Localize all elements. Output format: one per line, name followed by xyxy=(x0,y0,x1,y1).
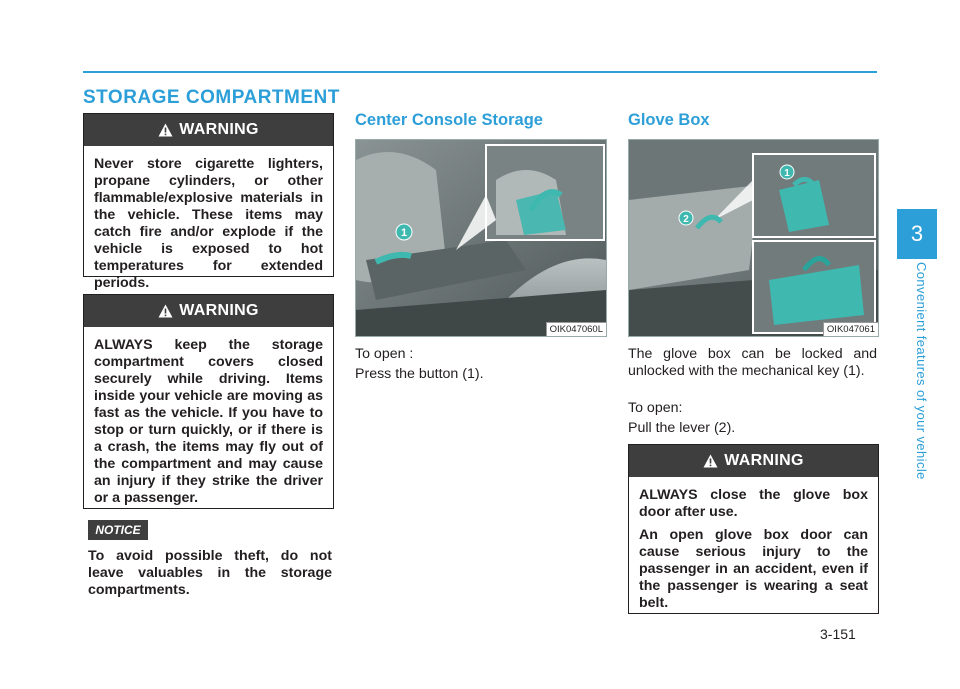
figure-center-console xyxy=(355,139,607,337)
heading-center-console: Center Console Storage xyxy=(355,111,543,129)
warning-header xyxy=(629,445,878,477)
chapter-title: Convenient features of your vehicle xyxy=(914,262,929,480)
figure-glove-box xyxy=(628,139,879,337)
center-console-illustration xyxy=(356,140,606,336)
warning-text-2: An open glove box door can cause serious injury to the passenger in an accident, even if the passenger is wearing a seat belt. xyxy=(639,527,868,611)
warning-header xyxy=(84,295,333,327)
section-title: STORAGE COMPARTMENT xyxy=(83,87,340,108)
warning-label: WARNING xyxy=(724,452,804,469)
warning-header xyxy=(84,114,333,146)
warning-triangle-icon xyxy=(158,123,173,137)
notice-badge: NOTICE xyxy=(88,520,148,540)
warning-box-glove-box xyxy=(628,444,879,614)
header-rule xyxy=(83,71,877,73)
heading-glove-box: Glove Box xyxy=(628,111,710,129)
page-number: 3-151 xyxy=(820,626,856,642)
glove-box-paragraph: The glove box can be locked and unlocked with the mechanical key (1). xyxy=(628,346,877,379)
warning-box-flammables xyxy=(83,113,334,291)
callout-1: 1 xyxy=(784,168,790,179)
notice-text: To avoid possible theft, do not leave valuables in the storage compartments. xyxy=(88,548,332,598)
warning-box-covers xyxy=(83,294,334,509)
chapter-number: 3 xyxy=(910,221,924,246)
warning-text: ALWAYS keep the storage compartment covers closed securely while driving. Items inside your vehicle are moving as fast as the vehicle. If you have to stop or turn quickly, or if there is a crash, the items may fly out of the compartment and may cause an injury if they strike the driver or a passenger. xyxy=(94,337,323,506)
instruction-line-2: Pull the lever (2). xyxy=(628,420,736,436)
warning-text: Never store cigarette lighters, propane cylinders, or other flammable/explosive materials in the vehicle. These items may catch fire and/or explode if the vehicle is exposed to hot temperatures for extended periods. xyxy=(94,156,323,291)
warning-triangle-icon xyxy=(158,304,173,318)
chapter-tab xyxy=(897,209,937,259)
figure-code: OIK047060L xyxy=(546,322,606,336)
instruction-line-1: To open: xyxy=(628,400,683,416)
warning-label: WARNING xyxy=(179,302,259,319)
warning-text xyxy=(629,477,878,626)
figure-code: OIK047061 xyxy=(823,322,878,336)
warning-triangle-icon xyxy=(703,454,718,468)
callout-1: 1 xyxy=(400,227,408,239)
warning-text-1: ALWAYS close the glove box door after use. xyxy=(639,487,868,520)
instruction-line-2: Press the button (1). xyxy=(355,366,484,382)
glove-box-illustration xyxy=(629,140,878,336)
instruction-line-1: To open : xyxy=(355,346,414,362)
callout-2: 2 xyxy=(683,214,689,225)
warning-label: WARNING xyxy=(179,121,259,138)
